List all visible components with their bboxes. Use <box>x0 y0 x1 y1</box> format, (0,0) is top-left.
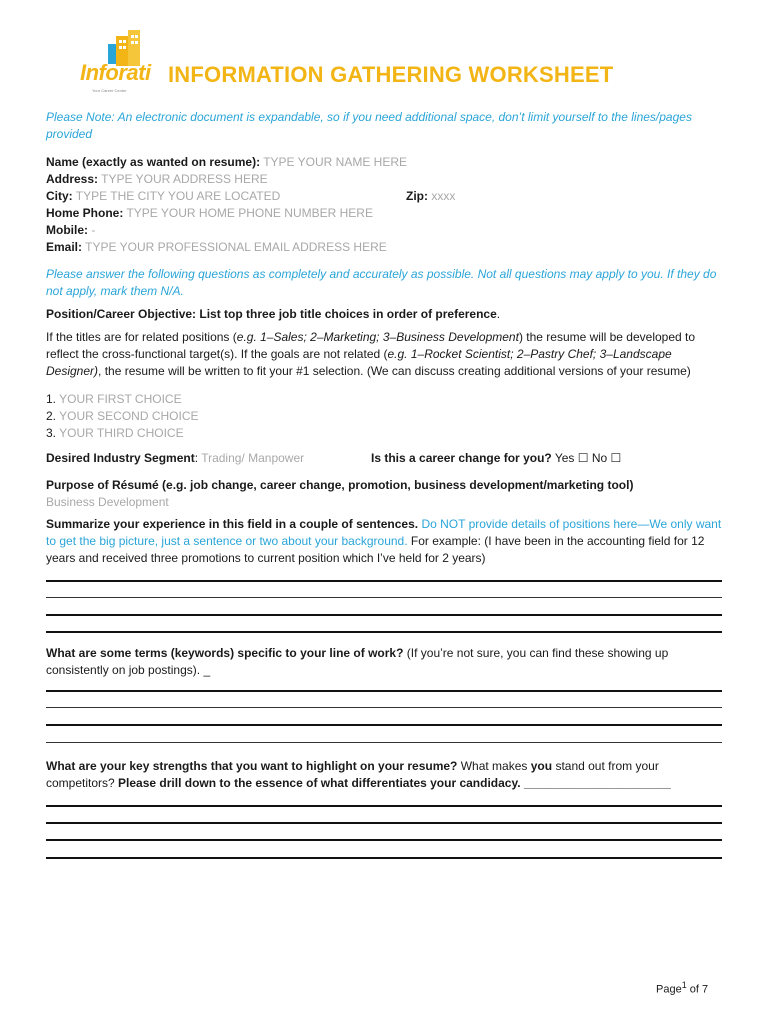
address-field[interactable]: TYPE YOUR ADDRESS HERE <box>101 172 268 186</box>
strengths-answer-line-1[interactable] <box>46 805 722 807</box>
strengths-label: What are your key strengths that you want to highlight on your resume? <box>46 759 458 773</box>
email-label: Email: <box>46 240 83 254</box>
summary-answer-line-4[interactable] <box>46 631 722 633</box>
address-row <box>46 171 268 188</box>
industry-label: Desired Industry Segment <box>46 451 195 465</box>
summary-label: Summarize your experience in this field in a couple of sentences. <box>46 517 419 531</box>
summary-question <box>46 516 726 567</box>
page-footer <box>656 980 708 996</box>
objective-paragraph <box>46 329 726 380</box>
address-label: Address: <box>46 172 99 186</box>
career-change-row <box>371 450 621 467</box>
zip-row <box>406 188 455 205</box>
objective-text-3: , the resume will be written to fit your #1 selection. (We can discuss creating additional versions of your resume) <box>98 364 691 378</box>
objective-heading: Position/Career Objective: List top three job title choices in order of preference <box>46 307 497 321</box>
name-label: Name (exactly as wanted on resume): <box>46 155 261 169</box>
summary-instruction: Do NOT provide details of positions here—We only want to get the big picture, just a sentence or two about your background. <box>46 517 722 548</box>
mobile-row <box>46 222 95 239</box>
keywords-answer-line-1[interactable] <box>46 690 722 692</box>
choice-1-number: 1. <box>46 392 57 406</box>
email-field[interactable]: TYPE YOUR PROFESSIONAL EMAIL ADDRESS HERE <box>85 240 387 254</box>
objective-heading-row <box>46 306 500 323</box>
strengths-answer-line-4[interactable] <box>46 857 722 859</box>
industry-row <box>46 450 304 467</box>
keywords-answer-line-3[interactable] <box>46 724 722 726</box>
instructions-note: Please answer the following questions as completely and accurately as possible. Not all questions may apply to you. If they do not apply, mark them N/A. <box>46 267 717 298</box>
keywords-answer-line-2[interactable] <box>46 707 722 708</box>
keywords-label: What are some terms (keywords) specific to your line of work? <box>46 646 404 660</box>
home-phone-label: Home Phone: <box>46 206 124 220</box>
city-field[interactable]: TYPE THE CITY YOU ARE LOCATED <box>75 189 281 203</box>
choice-3-field[interactable]: YOUR THIRD CHOICE <box>59 426 184 440</box>
summary-example: For example: (I have been in the accounting field for 12 years and received three promotions to current position which I’ve held for 2 years) <box>46 534 705 565</box>
choice-2-number: 2. <box>46 409 57 423</box>
zip-field[interactable]: xxxx <box>431 189 456 203</box>
page-number: 1 <box>681 980 687 990</box>
career-change-question: Is this a career change for you? <box>371 451 552 465</box>
strengths-text-2: stand out from your competitors? <box>46 759 659 790</box>
keywords-answer-line-4[interactable] <box>46 742 722 743</box>
objective-text-1: If the titles are for related positions ( <box>46 330 237 344</box>
expandable-note: Please Note: An electronic document is expandable, so if you need additional space, don’t limit yourself to the lines/pages provided <box>46 110 692 141</box>
mobile-field[interactable]: - <box>91 223 96 237</box>
choice-1-field[interactable]: YOUR FIRST CHOICE <box>59 392 182 406</box>
city-label: City: <box>46 189 73 203</box>
objective-example-2: e.g. 1–Rocket Scientist; 2–Pastry Chef; 3–Landscape Designer) <box>46 347 672 378</box>
city-row <box>46 188 280 205</box>
logo-wordmark: Inforati <box>80 60 151 85</box>
choice-2-field[interactable]: YOUR SECOND CHOICE <box>59 409 199 423</box>
email-row <box>46 239 387 256</box>
strengths-text-1: What makes <box>460 759 528 773</box>
strengths-question <box>46 758 726 792</box>
choice-2-row <box>46 408 199 425</box>
choice-3-number: 3. <box>46 426 57 440</box>
objective-text-2: ) the resume will be developed to reflect the cross-functional target(s). If the goals are not related ( <box>46 330 696 361</box>
page-word: Page <box>656 983 682 996</box>
summary-answer-line-3[interactable] <box>46 614 722 616</box>
mobile-label: Mobile: <box>46 223 88 237</box>
objective-heading-end: . <box>496 307 501 321</box>
purpose-field[interactable]: Business Development <box>46 495 169 509</box>
objective-example-1: e.g. 1–Sales; 2–Marketing; 3–Business Development <box>236 330 519 344</box>
logo-tagline: Your Career Center <box>92 88 127 93</box>
industry-field[interactable]: Trading/ Manpower <box>201 451 305 465</box>
strengths-you: you <box>530 759 553 773</box>
inforati-logo <box>78 30 152 102</box>
summary-answer-line-2[interactable] <box>46 597 722 598</box>
strengths-answer-line-2[interactable] <box>46 822 722 824</box>
strengths-inline-blank[interactable]: ______________________ <box>523 776 671 790</box>
home-phone-row <box>46 205 373 222</box>
keywords-trail: _ <box>203 663 211 677</box>
career-change-no-checkbox[interactable]: No ☐ <box>591 451 622 465</box>
industry-colon: : <box>194 451 199 465</box>
keywords-hint: (If you’re not sure, you can find these showing up consistently on job postings). <box>46 646 669 677</box>
zip-label: Zip: <box>406 189 428 203</box>
name-row <box>46 154 407 171</box>
keywords-question <box>46 645 726 679</box>
career-change-yes-checkbox[interactable]: Yes ☐ <box>554 451 589 465</box>
strengths-drill-down: Please drill down to the essence of what differentiates your candidacy. <box>118 776 521 790</box>
summary-answer-line-1[interactable] <box>46 580 722 582</box>
choice-1-row <box>46 391 182 408</box>
page-title: INFORMATION GATHERING WORKSHEET <box>168 62 614 87</box>
home-phone-field[interactable]: TYPE YOUR HOME PHONE NUMBER HERE <box>126 206 373 220</box>
name-field[interactable]: TYPE YOUR NAME HERE <box>263 155 408 169</box>
choice-3-row <box>46 425 184 442</box>
strengths-answer-line-3[interactable] <box>46 839 722 841</box>
page-total: of 7 <box>686 983 709 996</box>
purpose-label: Purpose of Résumé (e.g. job change, career change, promotion, business development/marketing tool) <box>46 478 634 492</box>
